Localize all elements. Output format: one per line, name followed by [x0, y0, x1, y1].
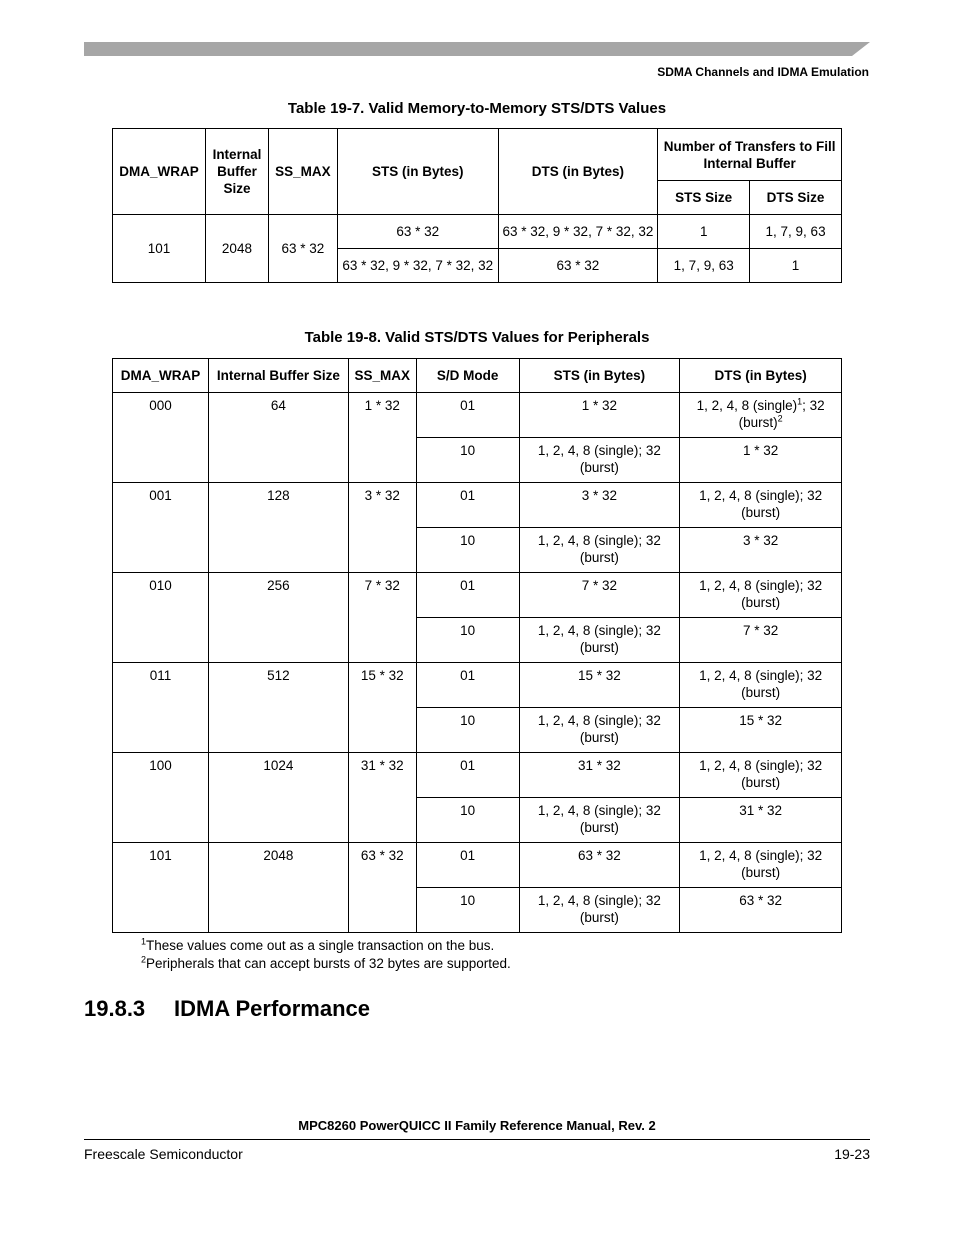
col-header-sts-size: STS Size: [658, 181, 750, 215]
col-header-buffer-size: Internal Buffer Size: [205, 129, 268, 215]
col-header-ss-max: SS_MAX: [268, 129, 337, 215]
section-title: IDMA Performance: [174, 996, 371, 1021]
table-memory-to-memory: [112, 128, 842, 283]
table-row: [113, 393, 842, 438]
dts-text: 1, 2, 4, 8 (single): [696, 398, 798, 413]
cell-ss-max: 63 * 32: [348, 843, 416, 933]
cell-ss-max: 31 * 32: [348, 753, 416, 843]
cell-buffer-size: 64: [208, 393, 348, 483]
cell-sts: 63 * 32: [519, 843, 680, 888]
cell-sts: 1, 2, 4, 8 (single); 32 (burst): [519, 708, 680, 753]
cell-sd-mode: 10: [416, 528, 519, 573]
cell-dts: [680, 393, 842, 438]
cell-dma-wrap: 100: [113, 753, 209, 843]
cell-dma-wrap: 010: [113, 573, 209, 663]
dts-text: ; 32 (burst): [738, 398, 825, 430]
footnote: [141, 956, 511, 971]
cell-sts: 1 * 32: [519, 393, 680, 438]
cell-dts: 1 * 32: [680, 438, 842, 483]
cell-dts: 7 * 32: [680, 618, 842, 663]
cell-buffer-size: 128: [208, 483, 348, 573]
table-caption: Table 19-8. Valid STS/DTS Values for Peripherals: [304, 329, 650, 346]
cell-sts: 31 * 32: [519, 753, 680, 798]
cell-dts: 63 * 32: [680, 888, 842, 933]
cell-dts: 63 * 32, 9 * 32, 7 * 32, 32: [498, 215, 658, 249]
cell-sd-mode: 01: [416, 483, 519, 528]
col-header-sts: STS (in Bytes): [519, 359, 680, 393]
cell-sts: 3 * 32: [519, 483, 680, 528]
col-header-dts: DTS (in Bytes): [680, 359, 842, 393]
col-header-sd-mode: S/D Mode: [416, 359, 519, 393]
cell-sts: 63 * 32, 9 * 32, 7 * 32, 32: [337, 249, 498, 283]
cell-buffer-size: 2048: [205, 215, 268, 283]
footnote-mark: 2: [141, 954, 147, 965]
cell-sd-mode: 10: [416, 618, 519, 663]
cell-dts: 1, 2, 4, 8 (single); 32 (burst): [680, 753, 842, 798]
cell-dts: 31 * 32: [680, 798, 842, 843]
cell-dts-size: 1: [750, 249, 842, 283]
cell-sts: 7 * 32: [519, 573, 680, 618]
cell-sts: 15 * 32: [519, 663, 680, 708]
cell-sd-mode: 01: [416, 573, 519, 618]
table-row: [113, 663, 842, 708]
cell-ss-max: 7 * 32: [348, 573, 416, 663]
cell-sts-size: 1, 7, 9, 63: [658, 249, 750, 283]
cell-sts: 1, 2, 4, 8 (single); 32 (burst): [519, 618, 680, 663]
cell-sd-mode: 10: [416, 798, 519, 843]
cell-dma-wrap: 101: [113, 215, 206, 283]
cell-sd-mode: 01: [416, 663, 519, 708]
cell-buffer-size: 512: [208, 663, 348, 753]
footnote-text: These values come out as a single transaction on the bus.: [146, 938, 495, 953]
cell-sts: 1, 2, 4, 8 (single); 32 (burst): [519, 888, 680, 933]
cell-dts: 15 * 32: [680, 708, 842, 753]
section-number: 19.8.3: [84, 996, 146, 1021]
cell-dma-wrap: 001: [113, 483, 209, 573]
footer-divider: [84, 1139, 870, 1140]
col-header-buffer-size: Internal Buffer Size: [208, 359, 348, 393]
running-header: SDMA Channels and IDMA Emulation: [657, 65, 869, 79]
col-header-dma-wrap: DMA_WRAP: [113, 359, 209, 393]
cell-dts: 1, 2, 4, 8 (single); 32 (burst): [680, 483, 842, 528]
col-header-ss-max: SS_MAX: [348, 359, 416, 393]
cell-dts: 1, 2, 4, 8 (single); 32 (burst): [680, 573, 842, 618]
footer-company: Freescale Semiconductor: [84, 1146, 243, 1162]
cell-dts: 1, 2, 4, 8 (single); 32 (burst): [680, 663, 842, 708]
table-row: [113, 843, 842, 888]
footnote: [141, 938, 494, 953]
cell-ss-max: 1 * 32: [348, 393, 416, 483]
cell-buffer-size: 2048: [208, 843, 348, 933]
cell-sts: 1, 2, 4, 8 (single); 32 (burst): [519, 528, 680, 573]
header-bar: [84, 42, 870, 56]
cell-sts-size: 1: [658, 215, 750, 249]
cell-sts: 1, 2, 4, 8 (single); 32 (burst): [519, 798, 680, 843]
footnote-mark: 1: [141, 936, 147, 947]
cell-ss-max: 3 * 32: [348, 483, 416, 573]
col-header-dts-size: DTS Size: [750, 181, 842, 215]
cell-buffer-size: 1024: [208, 753, 348, 843]
table-row: [113, 573, 842, 618]
table-row: [113, 483, 842, 528]
cell-sd-mode: 01: [416, 843, 519, 888]
table-caption: Table 19-7. Valid Memory-to-Memory STS/DTS Values: [287, 100, 667, 117]
table-peripherals: [112, 358, 842, 933]
cell-dma-wrap: 000: [113, 393, 209, 483]
cell-sd-mode: 10: [416, 438, 519, 483]
cell-sts: 63 * 32: [337, 215, 498, 249]
col-header-dma-wrap: DMA_WRAP: [113, 129, 206, 215]
footer-page-number: 19-23: [834, 1146, 870, 1162]
cell-sd-mode: 01: [416, 393, 519, 438]
section-heading: [84, 996, 370, 1022]
col-header-sts: STS (in Bytes): [337, 129, 498, 215]
cell-sts: 1, 2, 4, 8 (single); 32 (burst): [519, 438, 680, 483]
cell-dma-wrap: 101: [113, 843, 209, 933]
cell-dts: 63 * 32: [498, 249, 658, 283]
cell-ss-max: 63 * 32: [268, 215, 337, 283]
col-header-num-transfers: Number of Transfers to Fill Internal Buffer: [658, 129, 842, 181]
cell-dts-size: 1, 7, 9, 63: [750, 215, 842, 249]
footnote-text: Peripherals that can accept bursts of 32 bytes are supported.: [146, 956, 511, 971]
footnote-ref: 2: [777, 413, 783, 424]
cell-buffer-size: 256: [208, 573, 348, 663]
col-header-dts: DTS (in Bytes): [498, 129, 658, 215]
table-row: [113, 753, 842, 798]
cell-dma-wrap: 011: [113, 663, 209, 753]
cell-sd-mode: 10: [416, 708, 519, 753]
cell-dts: 3 * 32: [680, 528, 842, 573]
cell-dts: 1, 2, 4, 8 (single); 32 (burst): [680, 843, 842, 888]
footer-manual-title: MPC8260 PowerQUICC II Family Reference Manual, Rev. 2: [298, 1118, 656, 1133]
cell-ss-max: 15 * 32: [348, 663, 416, 753]
cell-sd-mode: 01: [416, 753, 519, 798]
cell-sd-mode: 10: [416, 888, 519, 933]
footnote-ref: 1: [797, 396, 803, 407]
